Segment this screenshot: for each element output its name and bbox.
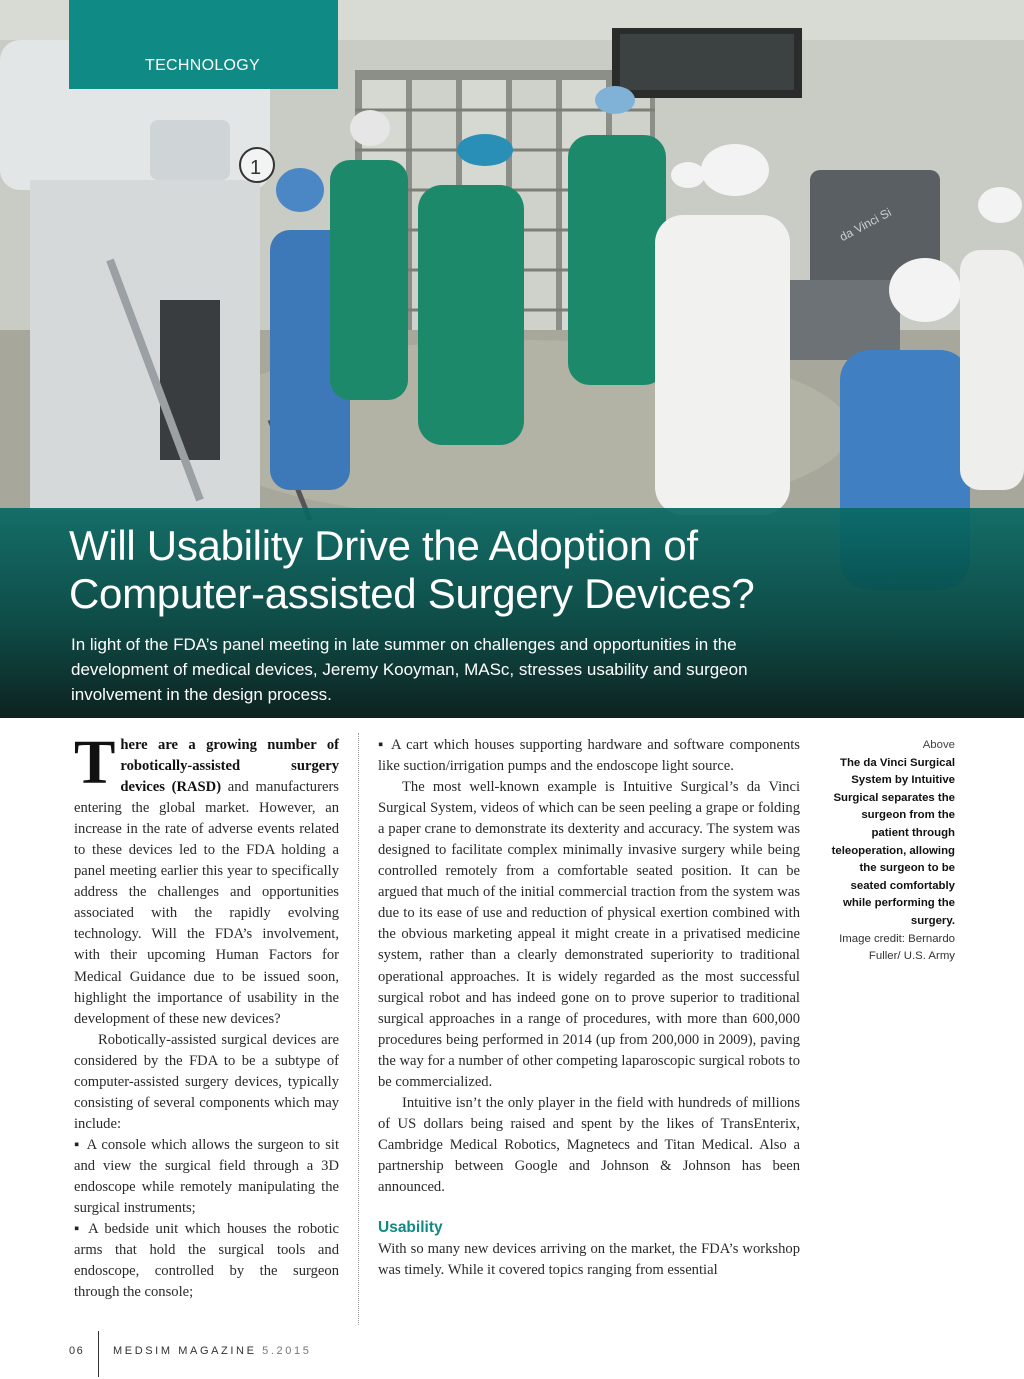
section-tab — [69, 0, 338, 89]
body-column-1 — [74, 729, 339, 1303]
caption-label: Above — [922, 739, 955, 751]
bullet-console: ▪ A console which allows the surgeon to sit and view the surgical field through a 3D endoscope while remotely manipulating the surgical instruments; — [74, 1135, 339, 1219]
lead-in: here are a growing number of robotically-assisted surgery devices (RASD) — [120, 737, 339, 796]
paragraph-intro — [74, 729, 339, 1030]
paragraph-da-vinci: The most well-known example is Intuitive Surgical’s da Vinci Surgical System, videos of which can be seen peeling a grape or folding a paper crane to demonstrate its dexterity and accuracy. The system was designed to facilitate complex minimally invasive surgery while being controlled remotely from a comfortable seated position. It can be argued that much of the initial commercial traction from the system was due to its ease of use and reduction of physical exertion combined with the obvious marketing appeal it might create in a privatised medicine system, rather than a clearly demonstrated superiority to traditional operational approaches. It is widely regarded as the most successful surgical robot and has indeed gone on to prove superior to traditional surgical approaches in a range of procedures, with more than 600,000 procedures being performed in 2014 (up from 200,000 in 2009), paving the way for a number of other competing laparoscopic surgical robots to be commercialized. — [378, 779, 800, 1090]
page-number: 06 — [69, 1345, 85, 1357]
caption-text: The da Vinci Surgical System by Intuitive Surgical separates the surgeon from the patient through teleoperation, allowing the surgeon to be seated comfortably while performing the surgery. — [831, 756, 955, 927]
body-column-2 — [378, 735, 800, 1281]
standfirst-intro: In light of the FDA’s panel meeting in late summer on challenges and opportunities in the development of medical devices, — [71, 635, 737, 679]
bullet-cart: ▪ A cart which houses supporting hardware and software components like suction/irrigation pumps and the endoscope light source. — [378, 735, 800, 777]
drop-cap: T — [74, 729, 116, 797]
article-headline: Will Usability Drive the Adoption of Computer-assisted Surgery Devices? — [69, 522, 755, 617]
subhead-usability: Usability — [378, 1219, 443, 1237]
section-label: TECHNOLOGY — [145, 57, 261, 74]
magazine-name: MEDSIM MAGAZINE — [113, 1345, 257, 1357]
footer-magazine — [113, 1345, 311, 1357]
issue-date: 5.2015 — [262, 1345, 312, 1357]
caption-credit: Image credit: Bernardo Fuller/ U.S. Army — [839, 932, 955, 963]
article-standfirst — [71, 632, 831, 707]
photo-caption — [830, 737, 955, 966]
paragraph-competitors: Intuitive isn’t the only player in the field with hundreds of millions of US dollars being raised and spent by the likes of TransEnterix, Cambridge Medical Robotics, Magnetecs and Titan Medical. Also a partnership between Google and Johnson & Johnson has been announced. — [378, 1094, 800, 1195]
bullet-bedside-unit: ▪ A bedside unit which houses the robotic arms that hold the surgical tools and endoscope, controlled by the surgeon through the console; — [74, 1219, 339, 1303]
paragraph-intro-rest: and manufacturers entering the global market. However, an increase in the rate of adverse events related to these devices led to the FDA holding a panel meeting earlier this year to specifically address the challenges and opportunities associated with the rapidly evolving technology. Will the FDA’s involvement, with their upcoming Human Factors for Medical Guidance due to be issued soon, highlight the importance of usability in the development of these new devices? — [74, 779, 339, 1027]
paragraph-components: Robotically-assisted surgical devices are considered by the FDA to be a subtype of computer-assisted surgery devices, typically consisting of several components which may include: — [74, 1031, 339, 1132]
column-divider — [358, 733, 359, 1325]
standfirst-outro: , stresses usability and surgeon involvement in the design process. — [71, 660, 748, 704]
author-name: Jeremy Kooyman, MASc — [322, 660, 510, 679]
console-label: da Vinci Si — [837, 205, 894, 245]
arm-number-label: 1 — [250, 157, 262, 179]
footer-divider — [98, 1331, 99, 1377]
paragraph-usability: With so many new devices arriving on the market, the FDA’s workshop was timely. While it covered topics ranging from essential — [378, 1241, 800, 1279]
